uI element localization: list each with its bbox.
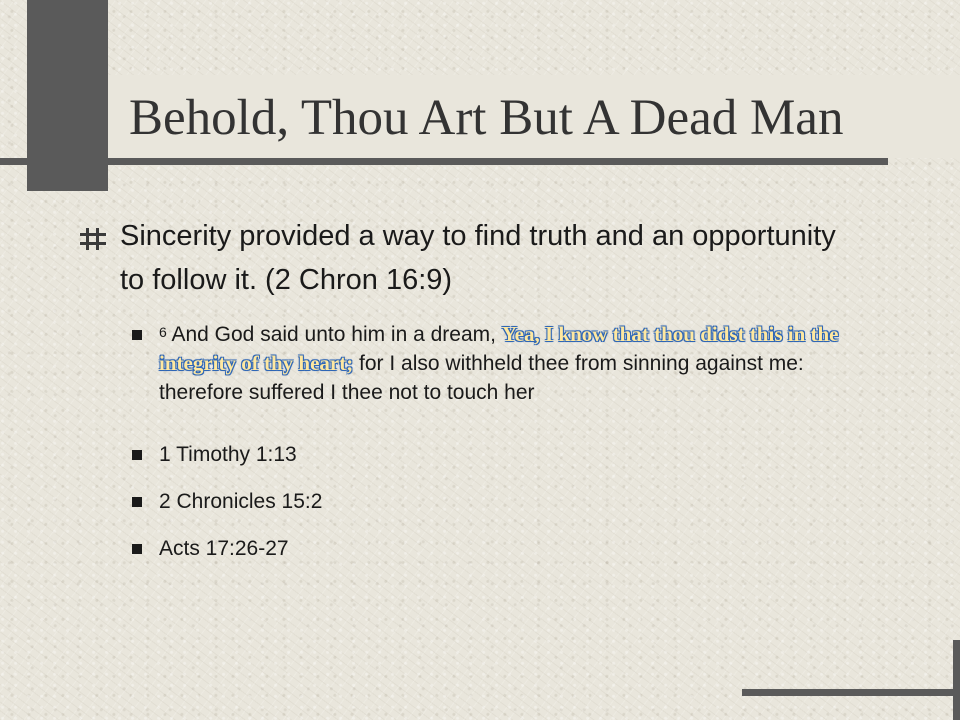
square-bullet-icon <box>132 497 142 507</box>
slide-title: Behold, Thou Art But A Dead Man <box>129 90 844 146</box>
square-bullet-icon <box>132 544 142 554</box>
decorative-bottom-right-bar <box>953 640 960 720</box>
verse-quote <box>132 320 872 440</box>
reference-text: 1 Timothy 1:13 <box>159 443 297 466</box>
reference-text: 2 Chronicles 15:2 <box>159 490 323 513</box>
reference-item <box>132 534 872 581</box>
main-point: Sincerity provided a way to find truth and an opportunity to follow it. (2 Chron 16:9) <box>120 220 836 296</box>
square-bullet-icon <box>132 330 142 340</box>
verse-text-post: for I also withheld thee from sinning against me: therefore suffered I thee not to touch her <box>159 352 804 404</box>
verse-highlight: Yea, I know that thou didst this in the integrity of thy heart; <box>159 322 839 375</box>
hash-bullet-icon <box>78 226 108 252</box>
square-bullet-icon <box>132 450 142 460</box>
reference-text: Acts 17:26-27 <box>159 537 289 560</box>
verse-text-pre: And God said unto him in a dream, <box>166 323 502 346</box>
sub-bullet-list <box>132 320 872 581</box>
decorative-horizontal-rule <box>0 158 888 165</box>
decorative-bottom-right-rule <box>742 689 960 696</box>
reference-item <box>132 440 872 487</box>
verse-number: 6 <box>159 324 167 340</box>
reference-item <box>132 487 872 534</box>
